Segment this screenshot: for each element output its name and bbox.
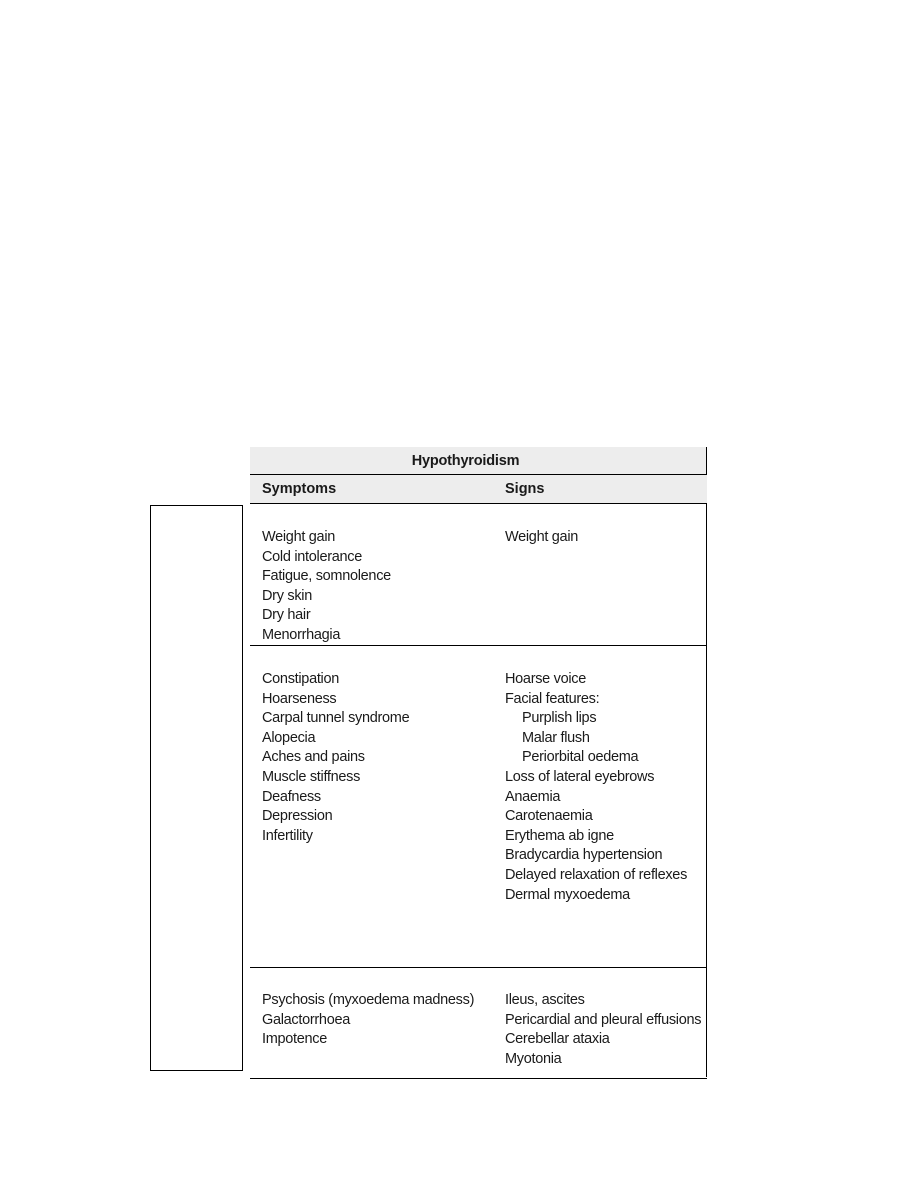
symptoms-list — [262, 991, 474, 1050]
list-item: Dry hair — [262, 607, 311, 624]
list-item: Loss of lateral eyebrows — [505, 768, 655, 785]
symptoms-list — [262, 528, 391, 646]
list-item: Depression — [262, 808, 333, 825]
list-item: Deafness — [262, 788, 321, 805]
list-item: Muscle stiffness — [262, 768, 361, 785]
table-title: Hypothyroidism — [411, 452, 520, 469]
side-box — [150, 505, 243, 1071]
list-item: Hoarse voice — [505, 671, 587, 687]
list-item: Psychosis (myxoedema madness) — [262, 992, 475, 1008]
list-item: Constipation — [262, 671, 340, 687]
list-item: Erythema ab igne — [505, 827, 614, 844]
list-item: Menorrhagia — [262, 626, 341, 643]
list-item: Carpal tunnel syndrome — [262, 710, 410, 727]
header-symptoms: Symptoms — [262, 481, 337, 497]
list-item: Carotenaemia — [505, 808, 593, 825]
list-item: Hoarseness — [262, 690, 337, 707]
table-row-group-1 — [250, 504, 707, 646]
list-item: Weight gain — [505, 529, 579, 545]
symptoms-list — [262, 670, 409, 846]
table-header-row — [250, 475, 707, 504]
hypothyroidism-table — [250, 447, 707, 1079]
table-row-group-3 — [250, 968, 707, 1079]
list-item: Myotonia — [505, 1050, 562, 1067]
list-item: Pericardial and pleural effusions — [505, 1011, 702, 1028]
list-item: Dermal myxoedema — [505, 886, 630, 903]
list-item: Dry skin — [262, 587, 312, 604]
list-item: Bradycardia hypertension — [505, 847, 663, 864]
table-title-row — [250, 447, 707, 475]
list-item: Ileus, ascites — [505, 992, 585, 1008]
header-signs: Signs — [505, 481, 545, 497]
list-item: Facial features: — [505, 690, 600, 707]
list-item: Alopecia — [262, 729, 316, 746]
list-item: Aches and pains — [262, 749, 365, 766]
list-item: Purplish lips — [522, 710, 597, 727]
list-item: Fatigue, somnolence — [262, 568, 391, 585]
list-item: Malar flush — [522, 729, 590, 746]
list-item: Periorbital oedema — [522, 749, 639, 766]
signs-list — [505, 991, 701, 1069]
signs-list — [505, 670, 687, 905]
list-item: Impotence — [262, 1031, 328, 1048]
list-item: Anaemia — [505, 788, 561, 805]
table-row-group-2 — [250, 646, 707, 968]
list-item: Weight gain — [262, 529, 336, 545]
list-item: Galactorrhoea — [262, 1011, 350, 1028]
list-item: Cerebellar ataxia — [505, 1031, 610, 1048]
list-item: Delayed relaxation of reflexes — [505, 866, 688, 883]
signs-list — [505, 528, 578, 548]
list-item: Cold intolerance — [262, 548, 362, 565]
list-item: Infertility — [262, 827, 313, 844]
